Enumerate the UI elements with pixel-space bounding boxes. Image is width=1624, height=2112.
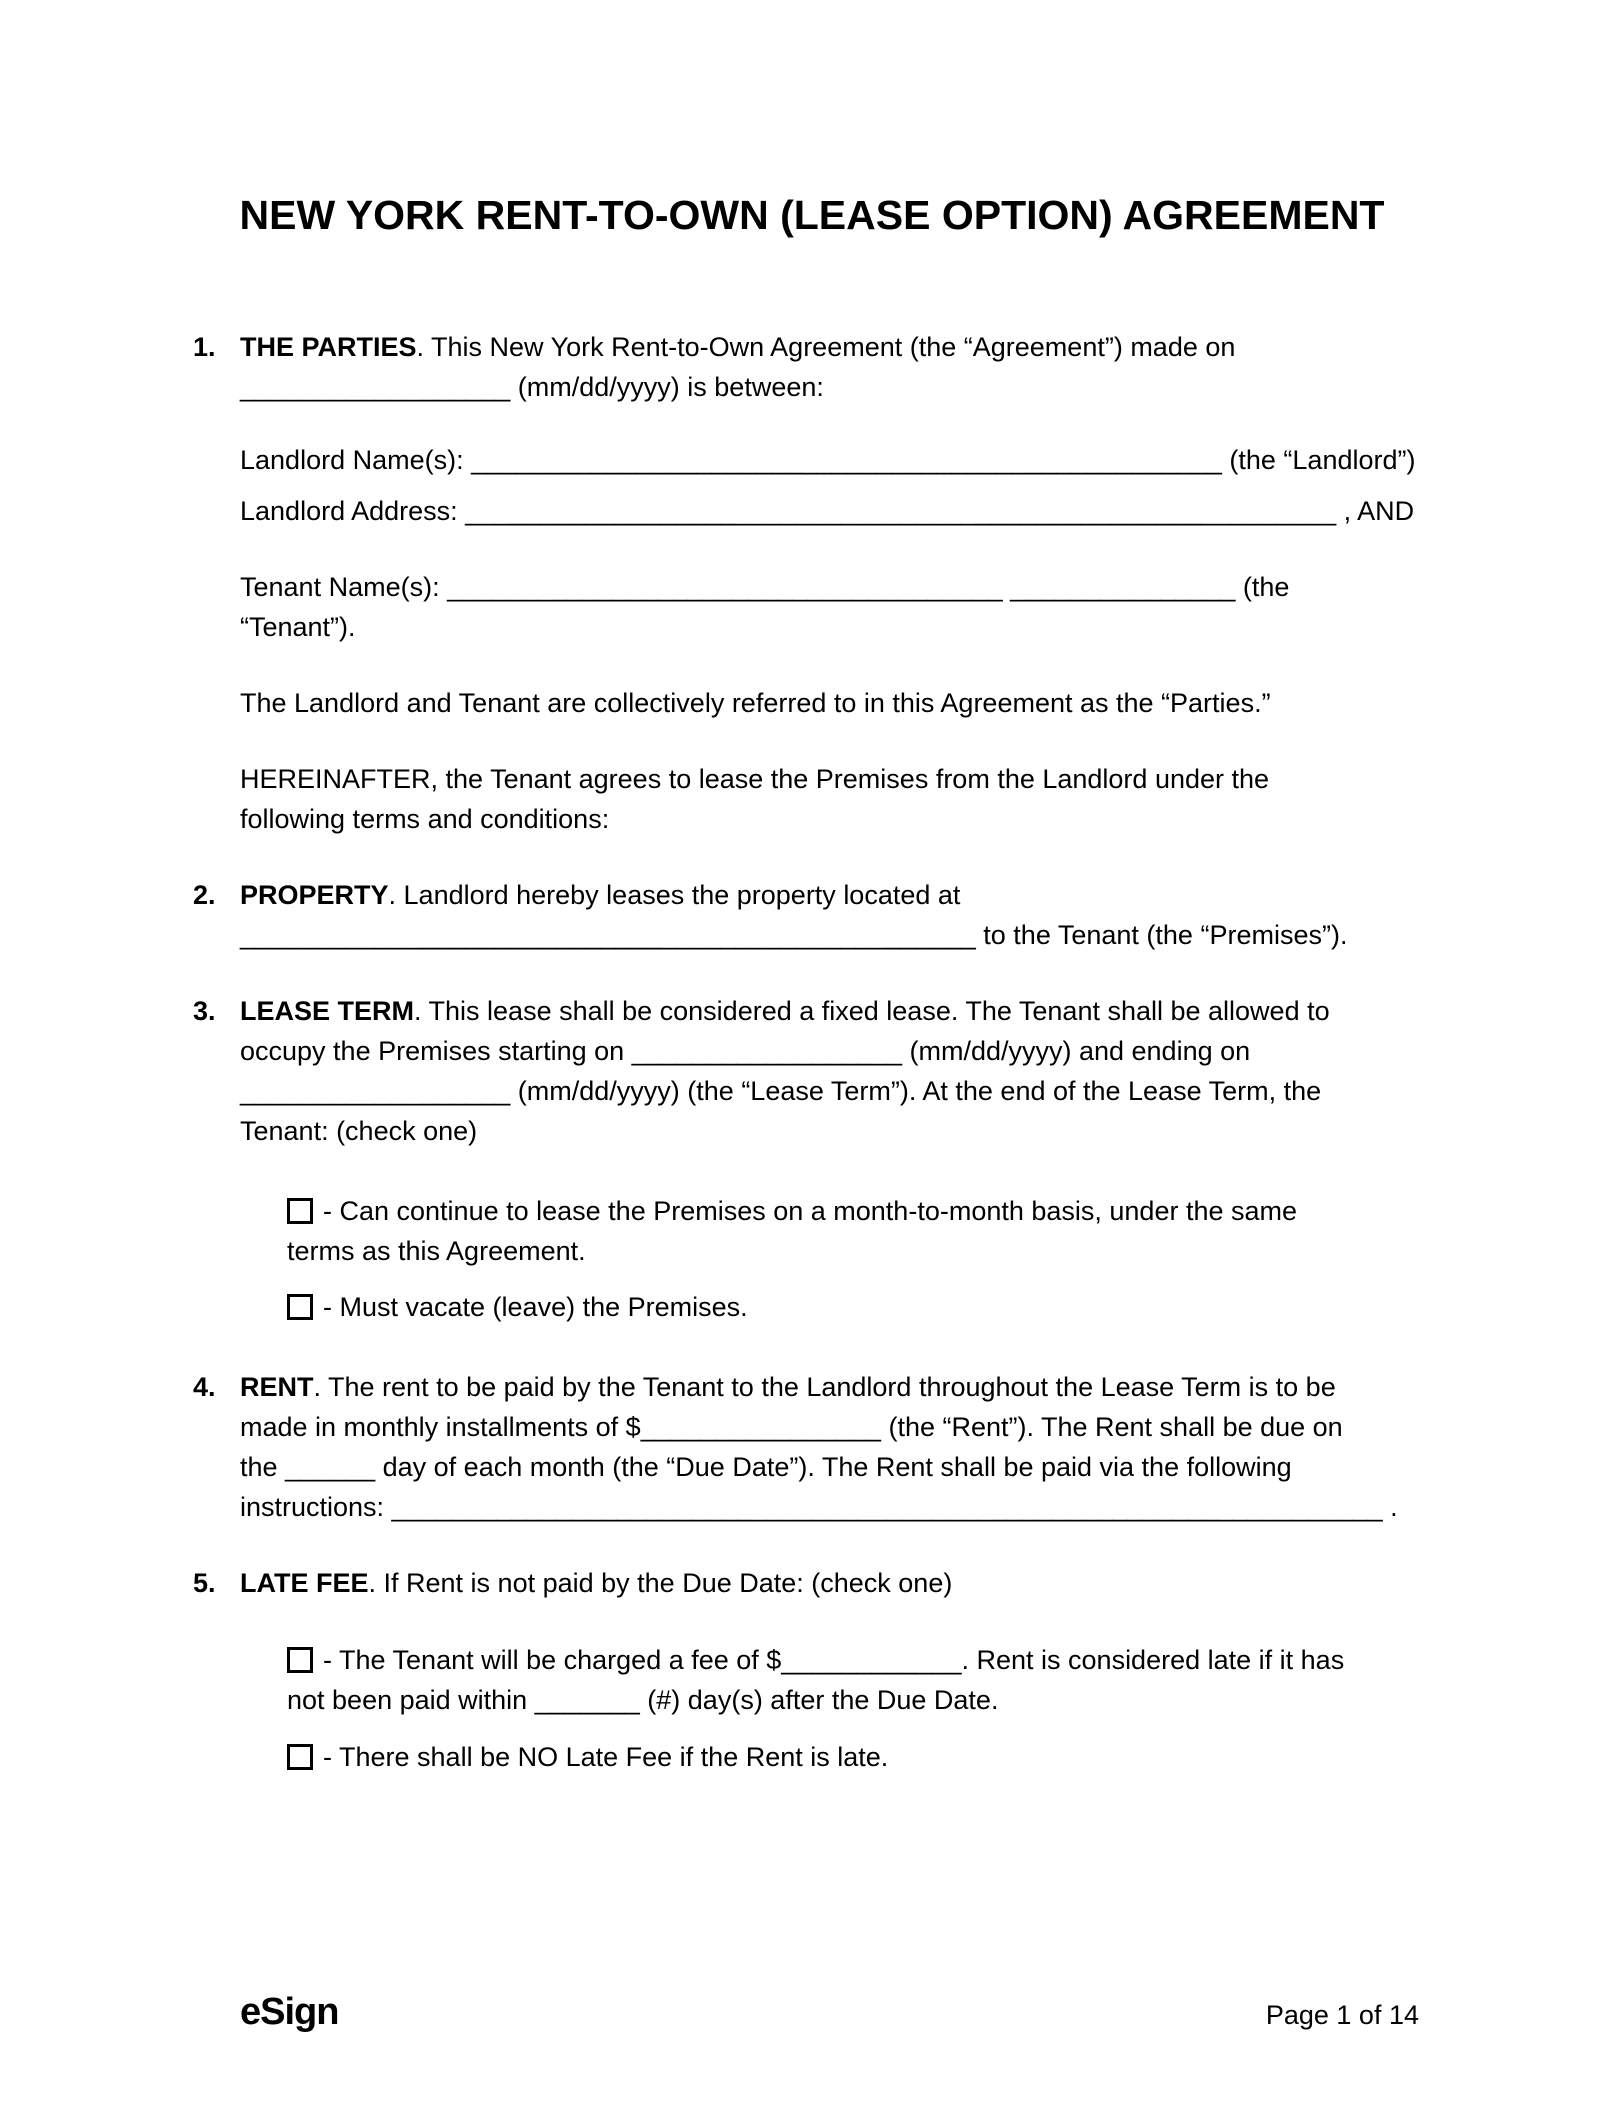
property-address-blank-line: _________________________________________________ to the Tenant (the “Premises”). xyxy=(240,920,1348,950)
late-fee-option-charged xyxy=(287,1640,1450,1720)
lease-term-line-1: LEASE TERM. This lease shall be considered a fixed lease. The Tenant shall be allowed to xyxy=(240,996,1330,1026)
section-lease-term xyxy=(193,991,1450,1327)
hereinafter-line-1: HEREINAFTER, the Tenant agrees to lease the Premises from the Landlord under the xyxy=(240,764,1270,794)
hereinafter-line-2: following terms and conditions: xyxy=(240,804,610,834)
lease-term-heading: LEASE TERM xyxy=(240,996,415,1026)
section-parties xyxy=(193,327,1450,839)
property-line-1: PROPERTY. Landlord hereby leases the property located at xyxy=(240,880,961,910)
lease-option-continue xyxy=(287,1191,1450,1271)
lease-option-vacate-line: - Must vacate (leave) the Premises. xyxy=(287,1287,1450,1327)
document-body xyxy=(193,327,1450,1777)
landlord-address-line: Landlord Address: __________________________________________________________ , AND xyxy=(240,496,1415,526)
lease-term-line-4: Tenant: (check one) xyxy=(240,1116,478,1146)
rent-line-1: RENT. The rent to be paid by the Tenant to the Landlord throughout the Lease Term is to be xyxy=(240,1372,1336,1402)
late-fee-none-line: - There shall be NO Late Fee if the Rent is late. xyxy=(287,1737,1450,1777)
lease-option-continue-line-1: - Can continue to lease the Premises on a month-to-month basis, under the same xyxy=(287,1191,1450,1231)
parties-line-1: THE PARTIES. This New York Rent-to-Own Agreement (the “Agreement”) made on xyxy=(240,332,1236,362)
rent-instructions-line: instructions: __________________________________________________________________ . xyxy=(240,1492,1398,1522)
late-fee-line-1: LATE FEE. If Rent is not paid by the Due Date: (check one) xyxy=(240,1568,953,1598)
rent-line-3: the ______ day of each month (the “Due Date”). The Rent shall be paid via the following xyxy=(240,1452,1292,1482)
rent-line-2: made in monthly installments of $________________ (the “Rent”). The Rent shall be due on xyxy=(240,1412,1343,1442)
section-property xyxy=(193,875,1450,955)
lease-term-line-2: occupy the Premises starting on __________________ (mm/dd/yyyy) and ending on xyxy=(240,1036,1251,1066)
parties-collective-line: The Landlord and Tenant are collectively referred to in this Agreement as the “Parties.” xyxy=(240,688,1271,718)
tenant-name-wrap-line: “Tenant”). xyxy=(240,612,356,642)
late-fee-charged-checkbox-icon[interactable] xyxy=(287,1647,313,1673)
document-title: NEW YORK RENT-TO-OWN (LEASE OPTION) AGREEMENT xyxy=(239,192,1385,238)
late-fee-option-none xyxy=(287,1737,1450,1777)
parties-line-2: __________________ (mm/dd/yyyy) is between: xyxy=(240,372,824,402)
landlord-name-line: Landlord Name(s): __________________________________________________ (the “Landlord”) xyxy=(240,445,1416,475)
property-heading: PROPERTY xyxy=(240,880,389,910)
page-number: Page 1 of 14 xyxy=(1265,2000,1419,2030)
no-late-fee-checkbox-icon[interactable] xyxy=(287,1744,313,1770)
lease-option-vacate xyxy=(287,1287,1450,1327)
late-fee-charged-line-2: not been paid within _______ (#) day(s) after the Due Date. xyxy=(287,1685,999,1715)
rent-heading: RENT xyxy=(240,1372,314,1402)
late-fee-charged-line-1: - The Tenant will be charged a fee of $____________. Rent is considered late if it has xyxy=(287,1640,1450,1680)
parties-heading: THE PARTIES xyxy=(240,332,417,362)
section-rent xyxy=(193,1367,1450,1527)
lease-option-continue-line-2: terms as this Agreement. xyxy=(287,1236,586,1266)
page-footer xyxy=(240,1990,1419,2035)
esign-logo: eSign xyxy=(240,1991,339,2033)
vacate-checkbox-icon[interactable] xyxy=(287,1294,313,1320)
tenant-name-line: Tenant Name(s): _____________________________________ _______________ (the xyxy=(240,572,1290,602)
section-parties-number: 1. xyxy=(193,332,216,362)
lease-term-line-3: __________________ (mm/dd/yyyy) (the “Lease Term”). At the end of the Lease Term, the xyxy=(240,1076,1322,1106)
section-late-fee xyxy=(193,1563,1450,1777)
section-rent-number: 4. xyxy=(193,1372,216,1402)
section-lease-term-number: 3. xyxy=(193,996,216,1026)
section-property-number: 2. xyxy=(193,880,216,910)
late-fee-heading: LATE FEE xyxy=(240,1568,369,1598)
section-late-fee-number: 5. xyxy=(193,1568,216,1598)
month-to-month-checkbox-icon[interactable] xyxy=(287,1198,313,1224)
